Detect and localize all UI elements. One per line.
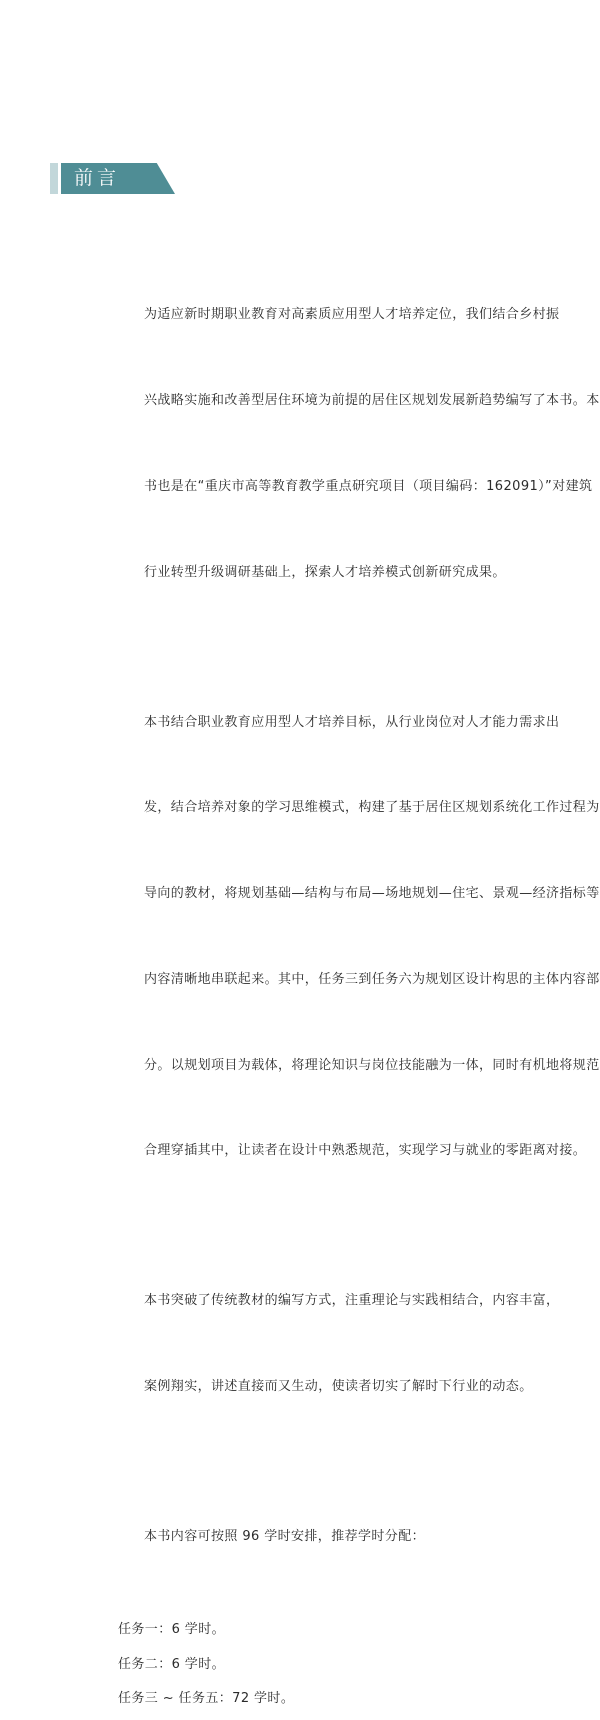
schedule-item: 任务一：6 学时。 <box>118 1621 226 1637</box>
paragraph-line: 合理穿插其中，让读者在设计中熟悉规范，实现学习与就业的零距离对接。 <box>144 1143 587 1159</box>
paragraph-line: 案例翔实，讲述直接而又生动，使读者切实了解时下行业的动态。 <box>144 1379 533 1395</box>
paragraph-line: 分。以规划项目为载体，将理论知识与岗位技能融为一体，同时有机地将规范 <box>144 1057 600 1073</box>
paragraph-line: 导向的教材，将规划基础—结构与布局—场地规划—住宅、景观—经济指标等 <box>144 886 600 902</box>
paragraph-1 <box>118 244 600 644</box>
preface-body <box>118 244 600 1720</box>
paragraph-line: 行业转型升级调研基础上，探索人才培养模式创新研究成果。 <box>144 564 506 580</box>
paragraph-line: 本书内容可按照 96 学时安排，推荐学时分配： <box>144 1529 426 1545</box>
paragraph-line: 本书结合职业教育应用型人才培养目标，从行业岗位对人才能力需求出 <box>144 714 560 730</box>
paragraph-4 <box>118 1466 494 1609</box>
paragraph-line: 为适应新时期职业教育对高素质应用型人才培养定位，我们结合乡村振 <box>144 307 560 323</box>
paragraph-line: 本书突破了传统教材的编写方式，注重理论与实践相结合，内容丰富， <box>144 1293 560 1309</box>
paragraph-line: 书也是在“重庆市高等教育教学重点研究项目（项目编码：162091）”对建筑 <box>144 478 593 494</box>
schedule-item: 任务三 ~ 任务五：72 学时。 <box>118 1691 295 1707</box>
schedule-item: 任务二：6 学时。 <box>118 1656 226 1672</box>
paragraph-line: 发，结合培养对象的学习思维模式，构建了基于居住区规划系统化工作过程为 <box>144 800 600 816</box>
paragraph-2 <box>118 651 600 1223</box>
heading-accent <box>50 163 58 194</box>
paragraph-line: 内容清晰地串联起来。其中，任务三到任务六为规划区设计构思的主体内容部 <box>144 971 600 987</box>
paragraph-line: 兴战略实施和改善型居住环境为前提的居住区规划发展新趋势编写了本书。本 <box>144 392 600 408</box>
section-title: 前言 <box>74 167 121 189</box>
paragraph-3 <box>118 1230 560 1459</box>
schedule-list <box>118 1616 494 1714</box>
